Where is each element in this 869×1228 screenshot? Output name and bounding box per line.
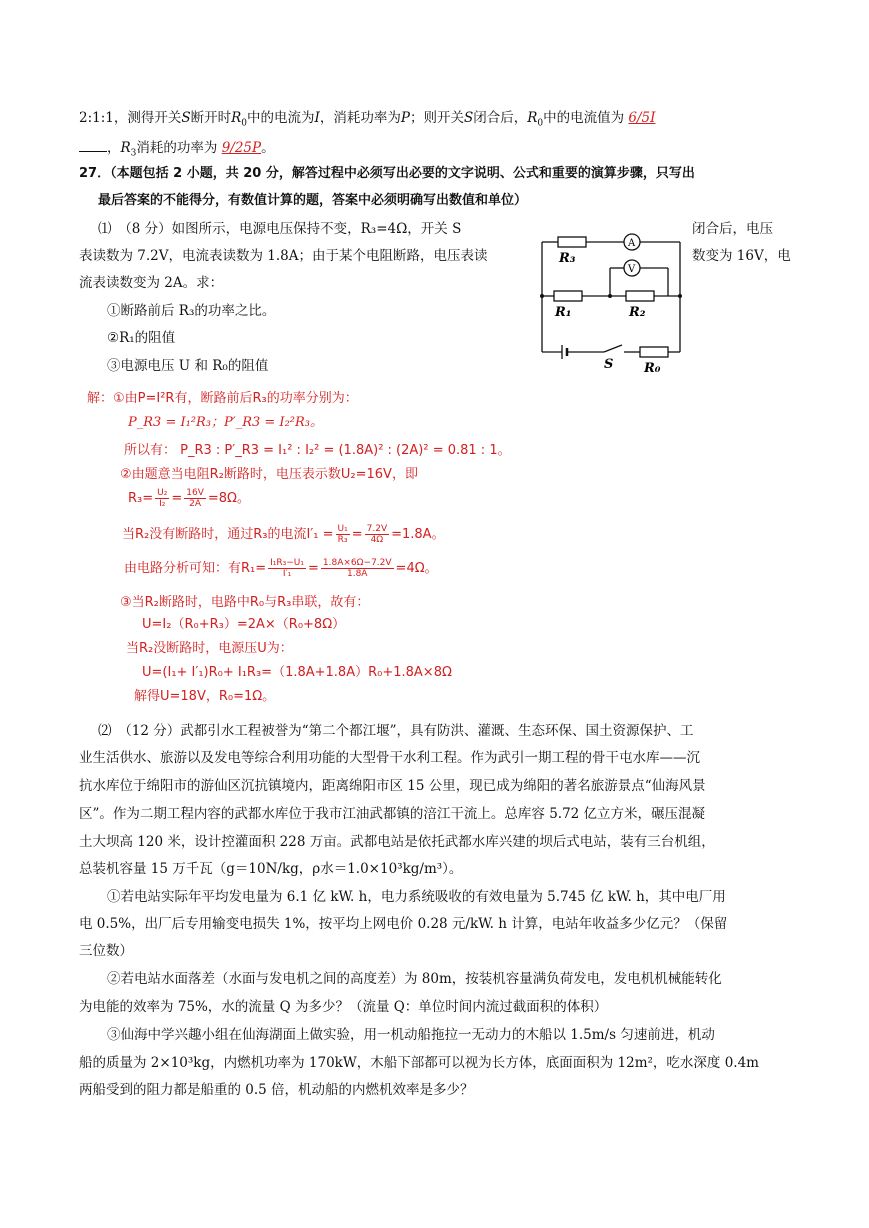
text: 中的电流为 (247, 110, 315, 126)
numerator: 1.8A×6Ω−7.2V (322, 558, 392, 568)
text: =8Ω。 (207, 491, 250, 506)
solution-line-7 (124, 558, 438, 579)
answer-1: 6/5I (628, 110, 656, 126)
part2-q1-line-3: 三位数） (79, 943, 133, 959)
text: = (351, 527, 363, 542)
part2-line-6: 总装机容量 15 万千瓦（g＝10N/kg，ρ水＝1.0×10³kg/m³）。 (79, 861, 463, 877)
q27-header-line-1: 27．（本题包括 2 小题，共 20 分，解答过程中必须写出必要的文字说明、公式和重要的演算步骤，只写出 (79, 166, 695, 181)
solution-line-4: ②由题意当电阻R₂断路时，电压表示数U₂=16V，即 (120, 467, 418, 482)
var-i: I (314, 110, 320, 126)
part2-q3-line-3: 两船受到的阻力都是船重的 0.5 倍，机动船的内燃机效率是多少？ (79, 1082, 474, 1098)
part2-q3-line-2: 船的质量为 2×10³kg，内燃机功率为 170kW，木船下部都可以视为长方体，底面面积为 12m²，吃水深度 0.4m (79, 1055, 759, 1071)
answer-blank (79, 137, 107, 152)
solution-line-3: 所以有： P_R3 : P′_R3 = I₁² : I₂² = (1.8A)² : (2A)² = 0.81 : 1。 (124, 443, 511, 458)
part1-line-3: 流表读数变为 2A。求： (79, 275, 224, 291)
resistor-r1 (554, 291, 582, 301)
var-s: S (463, 110, 474, 126)
solution-line-8: ③当R₂断路时，电路中R₀与R₃串联，故有： (120, 595, 370, 610)
text: 断开时 (190, 110, 232, 126)
var-r: R (527, 110, 538, 126)
intro-line-1 (79, 108, 655, 134)
denominator: I′₁ (282, 569, 292, 579)
part1-item-2: ②R₁的阻值 (107, 330, 176, 346)
solution-line-10: 当R₂没断路时，电源压U为： (126, 641, 293, 656)
fraction (155, 488, 169, 509)
text: 。 (261, 140, 275, 156)
part2-line-4: 区”。作为二期工程内容的武都水库位于我市江油武都镇的涪江干流上。总库容 5.72 亿立方米，碾压混凝 (79, 806, 706, 822)
part2-q1-line-2: 电 0.5%，出厂后专用输变电损失 1%，按平均上网电价 0.28 元/kW. h 计算，电站年收益多少亿元？（保留 (79, 916, 728, 932)
label-s: S (604, 357, 614, 372)
part2-line-5: 土大坝高 120 米，设计控灌面积 228 万亩。武都电站是依托武都水库兴建的坝后式电站，装有三台机组， (79, 834, 715, 850)
solution-line-5 (128, 488, 250, 509)
switch-s[interactable] (604, 345, 622, 352)
part2-q2-line-1: ②若电站水面落差（水面与发电机之间的高度差）为 80m，按装机容量满负荷发电，发电机机械能转化 (107, 971, 722, 987)
part1-item-1: ①断路前后 R₃的功率之比。 (107, 303, 276, 319)
intro-line-2 (79, 137, 275, 164)
label-r0: R₀ (644, 361, 661, 374)
numerator: U₂ (157, 488, 168, 498)
text: R₃= (128, 491, 154, 506)
numerator: U₁ (337, 524, 348, 534)
label-r2: R₂ (629, 305, 646, 320)
denominator: R₃ (337, 535, 348, 545)
sub: 0 (241, 118, 248, 129)
part1-line-1: ⑴ （8 分）如图所示，电源电压保持不变，R₃=4Ω，开关 S (98, 221, 462, 237)
text: 由电路分析可知：有R₁= (124, 561, 267, 576)
solution-line-9: U=I₂（R₀+R₃）=2A×（R₀+8Ω） (142, 617, 346, 632)
solution-line-1: 解：①由P=I²R有，断路前后R₃的功率分别为： (87, 391, 358, 406)
fraction (321, 558, 394, 579)
part1-item-3: ③电源电压 U 和 R₀的阻值 (107, 358, 269, 374)
text: = (308, 561, 319, 576)
text: 2:1:1，测得开关 (79, 110, 182, 126)
text: 当R₂没有断路时，通过R₃的电流I′₁ = (122, 527, 334, 542)
solution-line-2: P_R3 = I₁²R₃；P′_R3 = I₂²R₃。 (128, 415, 323, 430)
part2-line-3: 抗水库位于绵阳市的游仙区沉抗镇境内，距离绵阳市区 15 公里，现已成为绵阳的著名旅游景点“仙海风景 (79, 778, 706, 794)
solution-line-12: 解得U=18V，R₀=1Ω。 (134, 689, 276, 704)
denominator: 1.8A (346, 569, 368, 579)
var-p: P (400, 110, 410, 126)
part1-line-2: 表读数为 7.2V，电流表读数为 1.8A；由于某个电阻断路，电压表读 (79, 248, 488, 264)
numerator: I₁R₃−U₁ (270, 558, 305, 568)
fraction (268, 558, 306, 579)
var-r: R (231, 110, 242, 126)
q27-header-line-2: 最后答案的不能得分，有数值计算的题，答案中必须明确写出数值和单位） (98, 193, 528, 208)
part1-line-2-right: 数变为 16V，电 (692, 248, 791, 264)
part2-q3-line-1: ③仙海中学兴趣小组在仙海湖面上做实验，用一机动船拖拉一无动力的木船以 1.5m/s 匀速前进，机动 (107, 1027, 715, 1043)
label-r1: R₁ (555, 305, 572, 320)
part2-q1-line-1: ①若电站实际年平均发电量为 6.1 亿 kW. h，电力系统吸收的有效电量为 5.745 亿 kW. h，其中电厂用 (107, 889, 726, 905)
fraction (336, 524, 350, 545)
sub: 0 (537, 118, 544, 129)
fraction (365, 524, 389, 545)
part2-q2-line-2: 为电能的效率为 75%，水的流量 Q 为多少？（流量 Q：单位时间内流过截面积的体积） (79, 999, 608, 1015)
numerator: 7.2V (366, 524, 388, 534)
text: 消耗的功率为 (136, 140, 218, 156)
var-r: R (120, 140, 131, 156)
part2-line-1: ⑵ （12 分）武都引水工程被誉为“第二个都江堰”，具有防洪、灌溉、生态环保、国土资源保护、工 (98, 723, 694, 739)
resistor-r3 (558, 237, 586, 247)
denominator: I₂ (159, 499, 166, 509)
denominator: 2A (189, 499, 201, 509)
part1-line-1-right: 闭合后，电压 (692, 221, 773, 237)
numerator: 16V (186, 488, 204, 498)
fraction (184, 488, 206, 509)
label-a: A (628, 238, 636, 249)
text: = (171, 491, 183, 506)
part2-line-2: 业生活供水、旅游以及发电等综合利用功能的大型骨干水利工程。作为武引一期工程的骨干屯水库——沉 (79, 750, 700, 766)
answer-2: 9/25P (221, 140, 262, 156)
var-s: S (181, 110, 191, 126)
denominator: 4Ω (370, 535, 384, 545)
text: ， (107, 140, 121, 156)
text: =4Ω。 (395, 561, 438, 576)
text: =1.8A。 (391, 527, 445, 542)
text: ；则开关 (409, 110, 464, 126)
text: 闭合后， (473, 110, 528, 126)
label-r3: R₃ (559, 251, 576, 266)
text: ，消耗功率为 (319, 110, 401, 126)
label-v: V (628, 264, 636, 275)
circuit-diagram (532, 224, 702, 374)
resistor-r0 (640, 347, 668, 357)
sub: 3 (130, 148, 137, 159)
solution-line-6 (122, 524, 445, 545)
solution-line-11: U=(I₁+ I′₁)R₀+ I₁R₃=（1.8A+1.8A）R₀+1.8A×8Ω (142, 665, 452, 680)
resistor-r2 (626, 291, 654, 301)
text: 中的电流值为 (543, 110, 625, 126)
